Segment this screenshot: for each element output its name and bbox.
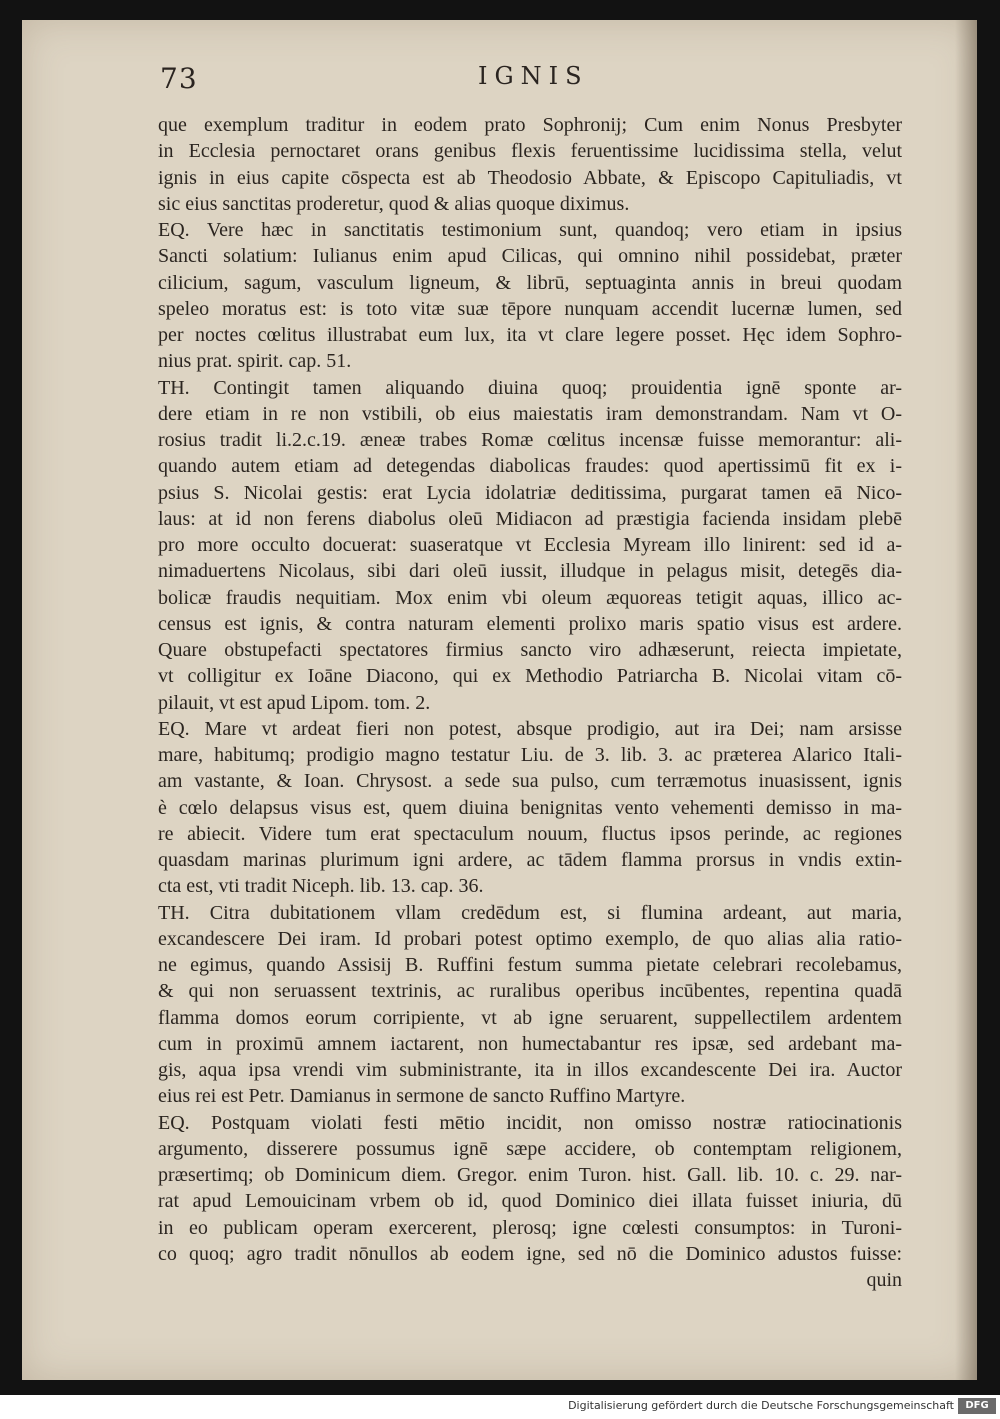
text-line: gis, aqua ipsa vrendi vim subministrante, ita in illos excandescente Dei ira. Auctor xyxy=(158,1059,902,1081)
catchword: quin xyxy=(866,1269,902,1291)
body-text xyxy=(158,112,902,1293)
text-line: ne egimus, quando Assisij B. Ruffini festum summa pietate celebrari recolebamus, xyxy=(158,954,902,976)
text-line: ignis in eius capite cōspecta est ab Theodosio Abbate, & Episcopo Capituliadis, vt xyxy=(158,166,902,189)
dfg-logo: DFG xyxy=(958,1398,996,1414)
text-line: bolicæ fraudis nequitiam. Mox enim vbi oleum æquoreas tetigit aquas, illico ac- xyxy=(158,586,902,609)
text-line: TH. Contingit tamen aliquando diuina quoq; prouidentia ignē sponte ar- xyxy=(158,376,902,399)
text-line: in Ecclesia pernoctaret orans genibus flexis feruentissime lucidissima stella, velut xyxy=(158,140,902,163)
text-line: nius prat. spirit. cap. 51. xyxy=(158,350,352,373)
text-line: nimaduertens Nicolaus, sibi dari oleū iussit, illudque in pelagus misit, detegēs dia- xyxy=(158,560,902,583)
text-line: que exemplum traditur in eodem prato Sophronij; Cum enim Nonus Presbyter xyxy=(158,114,902,136)
text-line: excandescere Dei iram. Id probari potest optimo exemplo, de quo alias alia ratio- xyxy=(158,927,902,950)
text-line: eius rei est Petr. Damianus in sermone de sancto Ruffino Martyre. xyxy=(158,1085,686,1108)
text-line: sic eius sanctitas proderetur, quod & alias quoque diximus. xyxy=(158,192,630,215)
text-line: EQ. Postquam violati festi mētio incidit, non omisso nostræ ratiocinationis xyxy=(158,1111,902,1134)
text-line: quasdam marinas plurimum igni ardere, ac tādem flamma prorsus in vndis extin- xyxy=(158,849,902,871)
text-line: flamma domos eorum corripiente, vt ab igne seruarent, suppellectilem ardentem xyxy=(158,1006,902,1029)
footer-bar xyxy=(0,1395,1000,1419)
text-line: census est ignis, & contra naturam elementi prolixo maris spatio visus est ardere. xyxy=(158,612,902,635)
text-line: Sancti solatium: Iulianus enim apud Cilicas, qui omnino nihil possidebat, præter xyxy=(158,245,902,268)
text-line: per noctes cœlitus illustrabat eum lux, ita vt clare legere posset. Hęc idem Sophro- xyxy=(158,324,902,346)
text-line: TH. Citra dubitationem vllam credēdum est, si flumina ardeant, aut maria, xyxy=(158,901,902,924)
text-line: dere etiam in re non vstibili, ob eius maiestatis iram demonstrandam. Nam vt O- xyxy=(158,402,902,425)
text-line: in eo publicam operam exercerent, plerosq; igne cœlesti consumptos: in Turoni- xyxy=(158,1216,902,1239)
text-line: Quare obstupefacti spectatores firmius sancto viro adhæserunt, reiecta impietate, xyxy=(158,639,902,661)
text-line: laus: at id non ferens diabolus oleū Midiacon ad præstigia facienda insidam plebē xyxy=(158,507,902,530)
text-line: EQ. Mare vt ardeat fieri non potest, absque prodigio, aut ira Dei; nam arsisse xyxy=(158,717,902,740)
text-line: am vastante, & Ioan. Chrysost. a sede sua pulso, cum terræmotus inuasissent, ignis xyxy=(158,770,902,793)
text-line: re abiecit. Videre tum erat spectaculum nouum, fluctus ipsos perinde, ac regiones xyxy=(158,822,902,845)
text-line: pilauit, vt est apud Lipom. tom. 2. xyxy=(158,691,431,714)
text-line: co quoq; agro tradit nōnullos ab eodem igne, sed nō die Dominico adustos fuisse: xyxy=(158,1242,902,1265)
text-line: è cœlo delapsus visus est, quem diuina benignitas vento vehementi demisso in ma- xyxy=(158,796,902,819)
text-line: rat apud Lemouicinam vrbem ob id, quod Dominico diei illata fuisset iniuria, dū xyxy=(158,1190,902,1213)
text-line: psius S. Nicolai gestis: erat Lycia idolatriæ deditissima, purgarat tamen eā Nico- xyxy=(158,481,902,504)
text-line: cilicium, sagum, vasculum ligneum, & librū, septuaginta annis in breui quodam xyxy=(158,271,902,294)
text-line: mare, habitumq; prodigio magno testatur Liu. de 3. lib. 3. ac præterea Alarico Itali- xyxy=(158,744,902,766)
text-line: & qui non seruassent textrinis, ac ruralibus operibus incūbentes, repentina quadā xyxy=(158,980,902,1003)
text-line: argumento, disserere possumus ignē sæpe accidere, ob contemptam religionem, xyxy=(158,1137,902,1160)
text-line: EQ. Vere hæc in sanctitatis testimonium sunt, quandoq; vero etiam in ipsius xyxy=(158,219,902,241)
running-head: IGNIS xyxy=(478,62,589,90)
text-line: cta est, vti tradit Niceph. lib. 13. cap. 36. xyxy=(158,875,484,898)
text-line: cum in proximū amnem iactarent, non humectabantur res ipsæ, sed ardebant ma- xyxy=(158,1032,902,1055)
text-line: quando autem etiam ad detegendas diabolicas fraudes: quod apertissimū fit ex i- xyxy=(158,455,902,478)
text-line: pro more occulto docuerat: suaseratque vt Ecclesia Myream illo linirent: sed id a- xyxy=(158,534,902,556)
text-line: præsertimq; ob Dominicum diem. Gregor. enim Turon. hist. Gall. lib. 10. c. 29. nar- xyxy=(158,1164,902,1186)
text-line: rosius tradit li.2.c.19. æneæ trabes Romæ cœlitus incensæ fuisse memorantur: ali- xyxy=(158,429,902,451)
text-line: vt colligitur ex Ioāne Diacono, qui ex Methodio Patriarcha B. Nicolai vitam cō- xyxy=(158,665,902,688)
page-gutter-shadow xyxy=(955,20,977,1380)
text-line: speleo moratus est: is toto vitæ suæ tēpore nunquam accendit lucernæ lumen, sed xyxy=(158,297,902,320)
page-number: 73 xyxy=(160,62,198,95)
funding-note: Digitalisierung gefördert durch die Deutsche Forschungsgemeinschaft xyxy=(568,1399,954,1412)
